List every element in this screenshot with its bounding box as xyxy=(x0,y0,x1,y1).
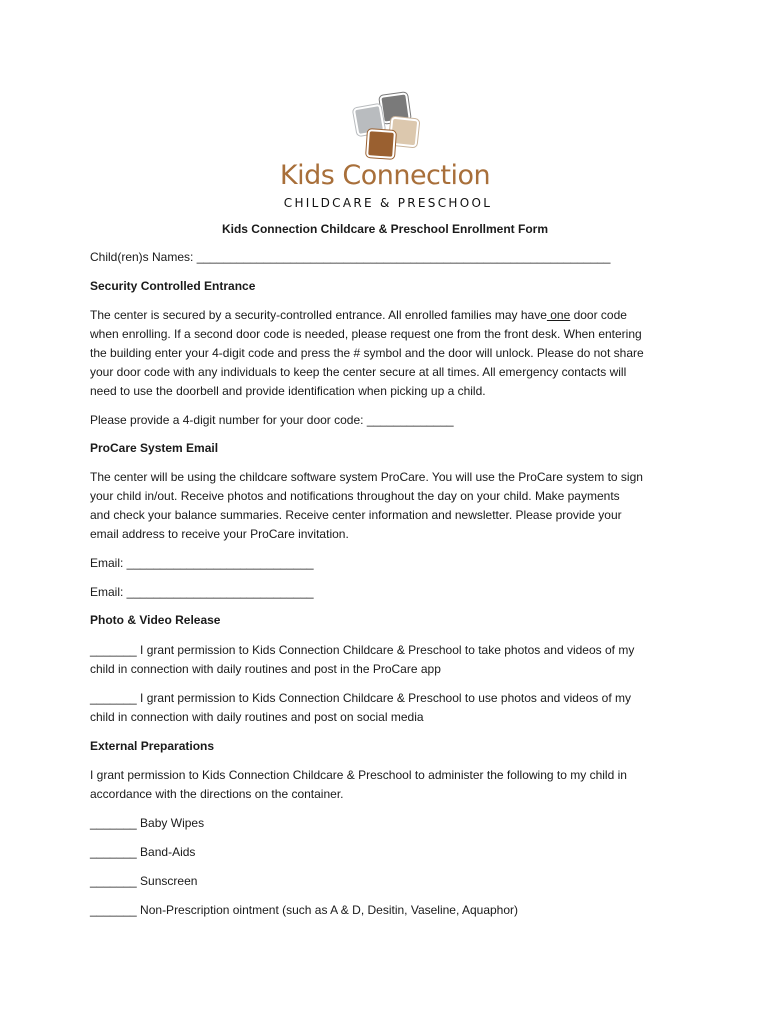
photo-item-2-line-2: child in connection with daily routines and post on social media xyxy=(90,710,424,724)
photo-permission-social[interactable] xyxy=(90,689,690,727)
external-preparations-heading: External Preparations xyxy=(90,739,215,753)
logo-block-brown xyxy=(366,129,396,159)
procare-line-2: your child in/out. Receive photos and notifications throughout the day on your child. Make payments xyxy=(90,489,620,503)
email-field-2[interactable]: Email: ____________________________ xyxy=(90,585,314,599)
security-line-5: need to use the doorbell and provide identification when picking up a child. xyxy=(90,384,486,398)
procare-heading: ProCare System Email xyxy=(90,441,219,455)
children-names-field[interactable]: Child(ren)s Names: ______________________________________________________________ xyxy=(90,250,611,264)
photo-item-2-line-1: _______ I grant permission to Kids Connection Childcare & Preschool to use photos and videos of my xyxy=(90,691,631,705)
security-line-2: when enrolling. If a second door code is needed, please request one from the front desk. When entering xyxy=(90,327,642,341)
security-line-3: the building enter your 4-digit code and press the # symbol and the door will unlock. Please do not share xyxy=(90,346,644,360)
external-intro-line-2: accordance with the directions on the container. xyxy=(90,787,344,801)
band-aids-item[interactable]: _______ Band-Aids xyxy=(90,845,196,859)
procare-line-4: email address to receive your ProCare invitation. xyxy=(90,527,349,541)
security-line-4: your door code with any individuals to keep the center secure at all times. All emergency contacts will xyxy=(90,365,627,379)
external-intro-line-1: I grant permission to Kids Connection Childcare & Preschool to administer the following to my child in xyxy=(90,768,627,782)
form-title: Kids Connection Childcare & Preschool Enrollment Form xyxy=(221,222,549,236)
photo-release-heading: Photo & Video Release xyxy=(90,613,221,627)
emphasis-one: one xyxy=(546,308,571,322)
photo-permission-procare[interactable] xyxy=(90,641,690,679)
door-code-field[interactable]: Please provide a 4-digit number for your door code: _____________ xyxy=(90,413,454,427)
procare-paragraph xyxy=(90,468,690,544)
security-heading: Security Controlled Entrance xyxy=(90,279,256,293)
security-line-1: The center is secured by a security-controlled entrance. All enrolled families may have one door code xyxy=(90,308,627,322)
photo-item-1-line-1: _______ I grant permission to Kids Connection Childcare & Preschool to take photos and videos of my xyxy=(90,643,635,657)
sunscreen-item[interactable]: _______ Sunscreen xyxy=(90,874,198,888)
procare-line-3: and check your balance summaries. Receive center information and newsletter. Please provide your xyxy=(90,508,622,522)
ointment-item[interactable]: _______ Non-Prescription ointment (such as A & D, Desitin, Vaseline, Aquaphor) xyxy=(90,903,519,917)
email-field-1[interactable]: Email: ____________________________ xyxy=(90,556,314,570)
logo-wordmark: Kids Connection xyxy=(279,160,491,191)
logo-blocks-icon xyxy=(350,88,420,160)
photo-item-1-line-2: child in connection with daily routines and post in the ProCare app xyxy=(90,662,441,676)
external-intro xyxy=(90,766,690,804)
procare-line-1: The center will be using the childcare software system ProCare. You will use the ProCare system to sign xyxy=(90,470,643,484)
kids-connection-logo xyxy=(0,88,770,218)
logo-subtitle: CHILDCARE & PRESCHOOL xyxy=(283,196,493,210)
baby-wipes-item[interactable]: _______ Baby Wipes xyxy=(90,816,205,830)
security-paragraph xyxy=(90,306,690,401)
